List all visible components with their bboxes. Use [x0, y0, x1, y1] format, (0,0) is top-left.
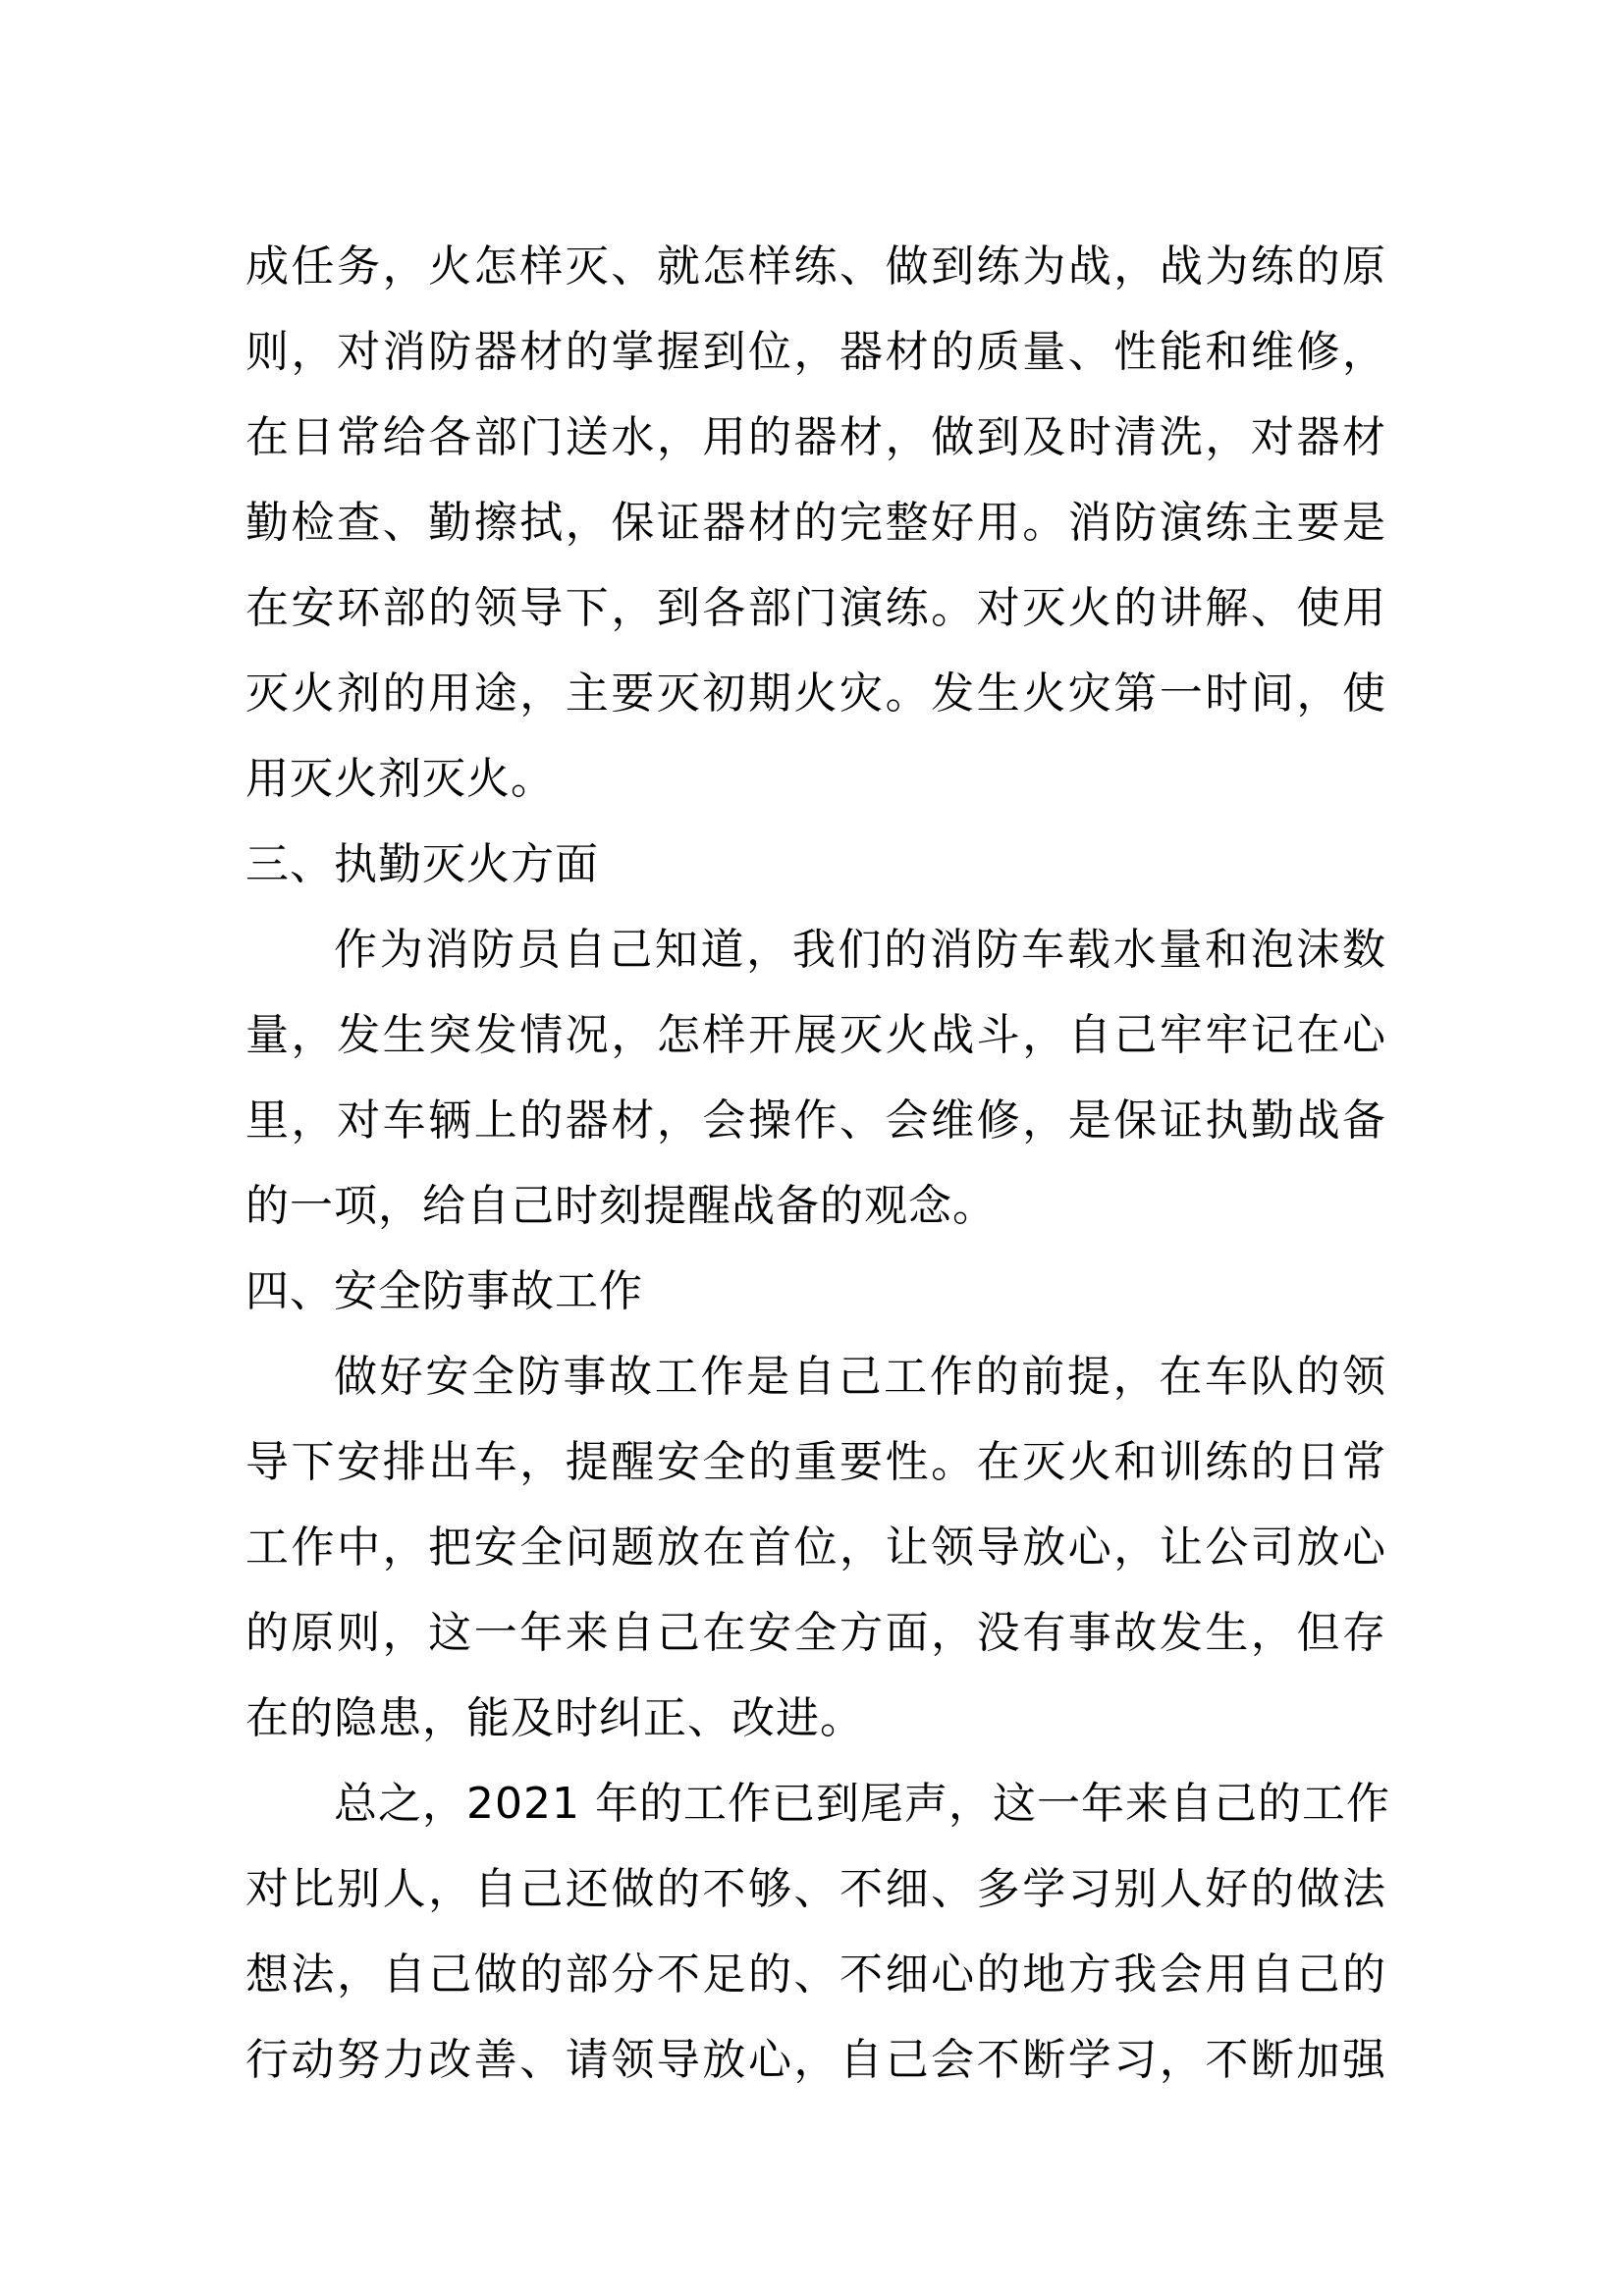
- section-heading-duty-firefighting: 三、执勤灭火方面: [245, 839, 599, 889]
- paragraph-duty-firefighting: [245, 907, 1386, 1249]
- text-line: 对比别人，自己还做的不够、不细、多学习别人好的做法: [245, 1864, 1386, 1914]
- text-line: 导下安排出车，提醒安全的重要性。在灭火和训练的日常: [245, 1437, 1386, 1487]
- text-line: 在的隐患，能及时纠正、改进。: [245, 1693, 864, 1743]
- paragraph-continued: [245, 224, 1386, 822]
- text-line: 里，对车辆上的器材，会操作、会维修，是保证执勤战备: [245, 1095, 1386, 1146]
- section-heading-safety: 四、安全防事故工作: [245, 1266, 643, 1316]
- text-line: 工作中，把安全问题放在首位，让领导放心，让公司放心: [245, 1522, 1386, 1573]
- text-line: 则，对消防器材的掌握到位，器材的质量、性能和维修，: [245, 327, 1386, 377]
- document-body: [245, 224, 1390, 2103]
- text-line: 勤检查、勤擦拭，保证器材的完整好用。消防演练主要是: [245, 498, 1386, 548]
- text-line: 作为消防员自己知道，我们的消防车载水量和泡沫数: [334, 925, 1386, 975]
- text-line: 在日常给各部门送水，用的器材，做到及时清洗，对器材: [245, 412, 1386, 462]
- text-line: 的一项，给自己时刻提醒战备的观念。: [245, 1181, 997, 1231]
- text-line: 成任务，火怎样灭、就怎样练、做到练为战，战为练的原: [245, 241, 1386, 292]
- text-line: 灭火剂的用途，主要灭初期火灾。发生火灾第一时间，使: [245, 668, 1386, 719]
- text-line: 用灭火剂灭火。: [245, 754, 555, 804]
- text-line: 行动努力改善、请领导放心，自己会不断学习，不断加强: [245, 2035, 1386, 2085]
- text-line: 量，发生突发情况，怎样开展灭火战斗，自己牢牢记在心: [245, 1010, 1386, 1060]
- paragraph-safety: [245, 1334, 1386, 1761]
- text-line: 想法，自己做的部分不足的、不细心的地方我会用自己的: [245, 1949, 1386, 2000]
- text-line: 在安环部的领导下，到各部门演练。对灭火的讲解、使用: [245, 583, 1386, 633]
- paragraph-summary: [245, 1761, 1390, 2103]
- text-line: 的原则，这一年来自己在安全方面，没有事故发生，但存: [245, 1608, 1386, 1658]
- text-line: 总之，2021 年的工作已到尾声，这一年来自己的工作: [334, 1779, 1390, 1829]
- text-line: 做好安全防事故工作是自己工作的前提，在车队的领: [334, 1352, 1386, 1402]
